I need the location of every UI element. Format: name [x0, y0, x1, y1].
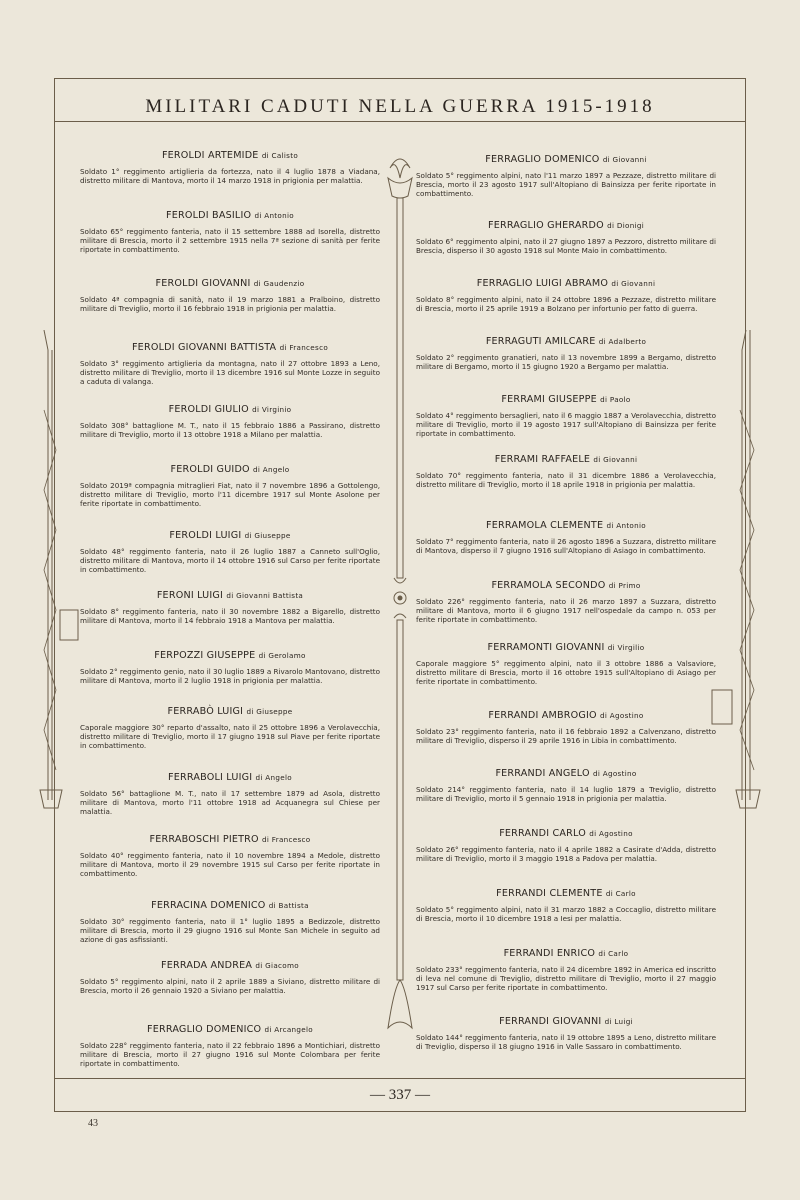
record-father: di Giovanni: [611, 279, 656, 288]
record-surname: FERRABÒ LUIGI: [167, 706, 244, 717]
record-text: Caporale maggiore 5° reggimento alpini, nato il 3 ottobre 1886 a Valsaviore, distretto militare di Brescia, morto il 16 ottobre 1915 sull'Altopiano di Asiago per ferite riportate in combattimento.: [416, 659, 716, 686]
record-entry: [416, 768, 716, 803]
record-father: di Giovanni: [593, 455, 638, 464]
record-text: Soldato 8° reggimento alpini, nato il 24 ottobre 1896 a Pezzaze, distretto militare di Brescia, morto il 25 aprile 1919 a Bolzano per infortunio per fatto di guerra.: [416, 295, 716, 313]
record-name: [416, 642, 716, 653]
record-father: di Virginio: [252, 405, 292, 414]
record-father: di Agostino: [593, 769, 637, 778]
record-entry: [80, 342, 380, 386]
record-name: [416, 888, 716, 899]
record-name: [80, 590, 380, 601]
record-surname: FERRAGLIO LUIGI ABRAMO: [476, 278, 609, 289]
record-father: di Battista: [268, 901, 309, 910]
record-text: Soldato 48° reggimento fanteria, nato il 26 luglio 1887 a Canneto sull'Oglio, distretto militare di Mantova, morto il 14 ottobre 1916 sul Carso per ferite riportate in combattimento.: [80, 547, 380, 574]
record-surname: FERRABOLI LUIGI: [168, 772, 253, 783]
record-father: di Angelo: [255, 773, 292, 782]
record-entry: [80, 590, 380, 625]
record-text: Soldato 40° reggimento fanteria, nato il 10 novembre 1894 a Medole, distretto militare di Mantova, morto il 29 novembre 1915 sul Carso per ferite riportate in combattimento.: [80, 851, 380, 878]
record-entry: [80, 278, 380, 313]
record-surname: FERRAGLIO DOMENICO: [485, 154, 600, 165]
record-text: Soldato 228° reggimento fanteria, nato il 22 febbraio 1896 a Montichiari, distretto militare di Brescia, morto il 27 giugno 1916 sul Monte Colombara per ferite riportate in combattimento.: [80, 1041, 380, 1068]
record-entry: [80, 464, 380, 508]
record-name: [416, 454, 716, 465]
record-entry: [80, 404, 380, 439]
record-father: di Francesco: [279, 343, 329, 352]
record-name: [80, 342, 380, 353]
record-father: di Gerolamo: [258, 651, 306, 660]
record-father: di Dionigi: [607, 221, 645, 230]
record-name: [416, 336, 716, 347]
record-text: Soldato 30° reggimento fanteria, nato il 1° luglio 1895 a Bedizzole, distretto militare di Brescia, morto il 29 giugno 1916 sul Monte San Michele in seguito ad azione di gas asfissianti.: [80, 917, 380, 944]
record-name: [416, 828, 716, 839]
record-surname: FEROLDI GIULIO: [168, 404, 249, 415]
record-text: Soldato 2° reggimento genio, nato il 30 luglio 1889 a Rivarolo Mantovano, distretto militare di Mantova, morto il 2 luglio 1918 in prigionia per malattia.: [80, 667, 380, 685]
record-entry: [416, 278, 716, 313]
record-surname: FERRAMI GIUSEPPE: [501, 394, 597, 405]
record-surname: FERRABOSCHI PIETRO: [149, 834, 259, 845]
record-surname: FERRAGLIO GHERARDO: [487, 220, 604, 231]
record-surname: FEROLDI GUIDO: [170, 464, 250, 475]
record-entry: [80, 772, 380, 816]
record-surname: FERRANDI ANGELO: [495, 768, 590, 779]
record-father: di Antonio: [254, 211, 294, 220]
record-surname: FERRANDI CARLO: [499, 828, 586, 839]
record-text: Soldato 308° battaglione M. T., nato il 15 febbraio 1886 a Passirano, distretto militare di Treviglio, morto il 13 ottobre 1918 a Milano per malattia.: [80, 421, 380, 439]
record-entry: [80, 900, 380, 944]
record-surname: FERRACINA DOMENICO: [151, 900, 266, 911]
record-father: di Angelo: [253, 465, 290, 474]
footer-bar: [54, 1078, 746, 1112]
record-surname: FERRANDI ENRICO: [503, 948, 596, 959]
record-name: [80, 464, 380, 475]
record-text: Soldato 23° reggimento fanteria, nato il 16 febbraio 1892 a Calvenzano, distretto militare di Treviglio, disperso il 29 aprile 1916 in Libia in combattimento.: [416, 727, 716, 745]
record-surname: FERRAMI RAFFAELE: [494, 454, 591, 465]
record-entry: [80, 150, 380, 185]
record-father: di Giuseppe: [244, 531, 291, 540]
record-surname: FERRANDI GIOVANNI: [499, 1016, 602, 1027]
record-name: [80, 1024, 380, 1035]
record-entry: [416, 642, 716, 686]
record-name: [416, 154, 716, 165]
record-name: [80, 900, 380, 911]
record-father: di Paolo: [600, 395, 631, 404]
record-name: [416, 580, 716, 591]
record-father: di Giovanni Battista: [226, 591, 304, 600]
record-entry: [80, 834, 380, 878]
record-text: Soldato 144° reggimento fanteria, nato il 19 ottobre 1895 a Leno, distretto militare di Treviglio, disperso il 18 giugno 1916 in Valle Sassaro in combattimento.: [416, 1033, 716, 1051]
record-father: di Carlo: [598, 949, 629, 958]
record-name: [80, 772, 380, 783]
record-name: [416, 948, 716, 959]
record-father: di Giuseppe: [246, 707, 293, 716]
record-name: [80, 706, 380, 717]
record-father: di Luigi: [604, 1017, 633, 1026]
record-text: Caporale maggiore 30° reparto d'assalto, nato il 25 ottobre 1896 a Verolavecchia, distretto militare di Treviglio, morto il 17 giugno 1918 sul Piave per ferite riportate in combattimento.: [80, 723, 380, 750]
record-father: di Giacomo: [255, 961, 299, 970]
record-father: di Gaudenzio: [253, 279, 305, 288]
record-entry: [80, 530, 380, 574]
record-name: [80, 404, 380, 415]
page-number: — 337 —: [370, 1087, 430, 1103]
sheet-number: 43: [88, 1118, 98, 1129]
record-text: Soldato 6° reggimento alpini, nato il 27 giugno 1897 a Pezzoro, distretto militare di Brescia, disperso il 30 agosto 1918 sul Monte Maio in combattimento.: [416, 237, 716, 255]
record-surname: FERRAMOLA SECONDO: [491, 580, 606, 591]
record-entry: [80, 960, 380, 995]
record-father: di Arcangelo: [264, 1025, 313, 1034]
record-entry: [80, 1024, 380, 1068]
record-name: [416, 768, 716, 779]
record-entry: [416, 888, 716, 923]
record-name: [416, 394, 716, 405]
page-title: MILITARI CADUTI NELLA GUERRA 1915-1918: [145, 95, 655, 117]
record-father: di Antonio: [606, 521, 646, 530]
record-surname: FERRAMONTI GIOVANNI: [487, 642, 605, 653]
record-entry: [416, 394, 716, 438]
record-text: Soldato 70° reggimento fanteria, nato il 31 dicembre 1886 a Verolavecchia, distretto militare di Treviglio, morto il 18 aprile 1918 in prigionia per malattia.: [416, 471, 716, 489]
record-father: di Carlo: [605, 889, 636, 898]
record-surname: FEROLDI GIOVANNI: [155, 278, 251, 289]
record-text: Soldato 5° reggimento alpini, nato il 2 aprile 1889 a Siviano, distretto militare di Brescia, morto il 26 gennaio 1920 a Siviano per malattia.: [80, 977, 380, 995]
record-text: Soldato 3° reggimento artiglieria da montagna, nato il 27 ottobre 1893 a Leno, distretto militare di Treviglio, morto il 13 dicembre 1916 sul Monte Lozze in seguito a caduta di valanga.: [80, 359, 380, 386]
record-surname: FERRAGLIO DOMENICO: [147, 1024, 262, 1035]
record-text: Soldato 65° reggimento fanteria, nato il 15 settembre 1888 ad Isorella, distretto militare di Brescia, morto il 2 settembre 1915 nella 7ª sezione di sanità per ferite riportate in combattimento.: [80, 227, 380, 254]
record-surname: FERPOZZI GIUSEPPE: [154, 650, 256, 661]
record-name: [80, 278, 380, 289]
record-text: Soldato 2° reggimento granatieri, nato il 13 novembre 1899 a Bergamo, distretto militare di Bergamo, morto il 15 giugno 1920 a Bergamo per malattia.: [416, 353, 716, 371]
record-text: Soldato 5° reggimento alpini, nato il 31 marzo 1882 a Coccaglio, distretto militare di Brescia, morto il 10 dicembre 1918 a Iesi per malattia.: [416, 905, 716, 923]
record-entry: [416, 520, 716, 555]
record-name: [416, 278, 716, 289]
header-bar: [54, 78, 746, 122]
record-text: Soldato 4ª compagnia di sanità, nato il 19 marzo 1881 a Pralboino, distretto militare di Treviglio, morto il 16 febbraio 1918 in prigionia per malattia.: [80, 295, 380, 313]
record-name: [80, 960, 380, 971]
record-entry: [80, 706, 380, 750]
record-entry: [416, 154, 716, 198]
record-text: Soldato 5° reggimento alpini, nato l'11 marzo 1897 a Pezzaze, distretto militare di Brescia, morto il 23 agosto 1917 sull'Altopiano di Bainsizza per ferite riportate in combattimento.: [416, 171, 716, 198]
record-entry: [416, 454, 716, 489]
record-text: Soldato 4° reggimento bersaglieri, nato il 6 maggio 1887 a Verolavecchia, distretto militare di Treviglio, morto il 19 agosto 1917 sull'Altopiano di Bainsizza per ferite riportate in combattimento.: [416, 411, 716, 438]
record-entry: [416, 1016, 716, 1051]
record-father: di Calisto: [261, 151, 299, 160]
record-surname: FEROLDI LUIGI: [169, 530, 242, 541]
record-text: Soldato 1° reggimento artiglieria da fortezza, nato il 4 luglio 1878 a Viadana, distretto militare di Mantova, morto il 14 marzo 1918 in prigionia per malattia.: [80, 167, 380, 185]
record-entry: [80, 650, 380, 685]
record-surname: FEROLDI ARTEMIDE: [161, 150, 259, 161]
flagpole-ornament-icon: [384, 148, 416, 1038]
record-father: di Agostino: [600, 711, 644, 720]
record-father: di Giovanni: [602, 155, 647, 164]
record-text: Soldato 56° battaglione M. T., nato il 17 settembre 1879 ad Asola, distretto militare di Mantova, morto l'11 ottobre 1918 ad Acquanegra sul Chiese per malattia.: [80, 789, 380, 816]
record-text: Soldato 7° reggimento fanteria, nato il 26 agosto 1896 a Suzzara, distretto militare di Mantova, disperso il 7 giugno 1916 sull'Altopiano di Asiago in combattimento.: [416, 537, 716, 555]
record-surname: FERRAGUTI AMILCARE: [485, 336, 596, 347]
record-entry: [416, 220, 716, 255]
right-trophy-ornament-icon: [706, 330, 776, 810]
record-name: [416, 710, 716, 721]
record-surname: FERRADA ANDREA: [161, 960, 253, 971]
record-father: di Primo: [608, 581, 641, 590]
record-name: [80, 650, 380, 661]
record-name: [416, 520, 716, 531]
record-surname: FEROLDI GIOVANNI BATTISTA: [131, 342, 277, 353]
record-entry: [416, 710, 716, 745]
record-entry: [416, 580, 716, 624]
record-name: [80, 150, 380, 161]
record-name: [80, 210, 380, 221]
record-text: Soldato 2019ª compagnia mitraglieri Fiat, nato il 7 novembre 1896 a Gottolengo, distretto militare di Treviglio, morto l'11 dicembre 1917 sul Monte Asolone per ferite riportate in combattimento.: [80, 481, 380, 508]
record-surname: FERRAMOLA CLEMENTE: [486, 520, 604, 531]
record-entry: [416, 828, 716, 863]
record-text: Soldato 8° reggimento fanteria, nato il 30 novembre 1882 a Bigarello, distretto militare di Mantova, morto il 14 febbraio 1918 a Mantova per malattia.: [80, 607, 380, 625]
record-father: di Virgilio: [607, 643, 645, 652]
record-text: Soldato 214° reggimento fanteria, nato il 14 luglio 1879 a Treviglio, distretto militare di Treviglio, morto il 5 gennaio 1918 in prigionia per malattia.: [416, 785, 716, 803]
record-entry: [416, 336, 716, 371]
record-text: Soldato 233° reggimento fanteria, nato il 24 dicembre 1892 in America ed inscritto di leva nel comune di Treviglio, distretto militare di Treviglio, morto il 27 maggio 1917 sul Carso per ferite riportate in combattimento.: [416, 965, 716, 992]
record-surname: FERRANDI AMBROGIO: [488, 710, 597, 721]
record-father: di Francesco: [262, 835, 311, 844]
record-text: Soldato 226° reggimento fanteria, nato il 26 marzo 1897 a Suzzara, distretto militare di Mantova, morto il 6 giugno 1917 nell'ospedale da campo n. 053 per ferite riportate in combattimento.: [416, 597, 716, 624]
record-name: [416, 220, 716, 231]
record-name: [416, 1016, 716, 1027]
record-father: di Adalberto: [598, 337, 647, 346]
record-father: di Agostino: [589, 829, 633, 838]
record-name: [80, 530, 380, 541]
record-surname: FERONI LUIGI: [156, 590, 224, 601]
record-name: [80, 834, 380, 845]
record-entry: [416, 948, 716, 992]
record-entry: [80, 210, 380, 254]
record-surname: FERRANDI CLEMENTE: [496, 888, 603, 899]
record-surname: FEROLDI BASILIO: [166, 210, 252, 221]
record-text: Soldato 26° reggimento fanteria, nato il 4 aprile 1882 a Casirate d'Adda, distretto militare di Treviglio, morto il 3 maggio 1918 a Padova per malattia.: [416, 845, 716, 863]
